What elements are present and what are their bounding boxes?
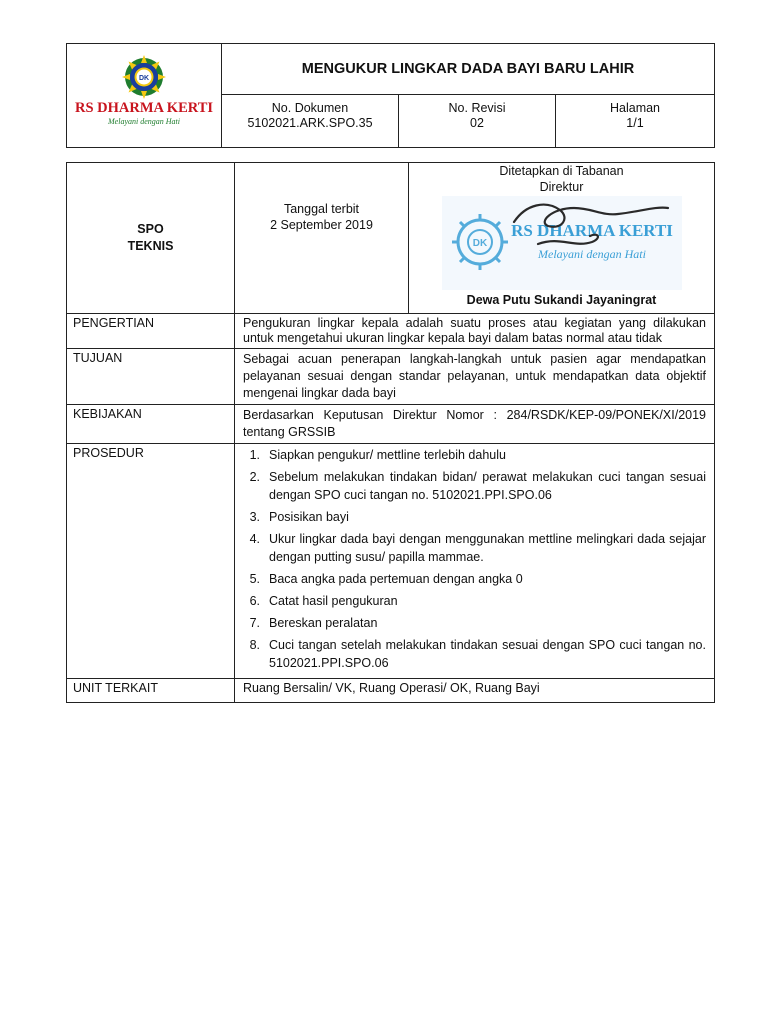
- prosedur-step: [243, 446, 706, 464]
- halaman-value: 1/1: [626, 116, 644, 130]
- prosedur-step-number: 5.: [249, 572, 260, 586]
- prosedur-step: [243, 530, 706, 566]
- spo-label: SPO: [137, 222, 164, 236]
- prosedur-step-number: 8.: [249, 638, 260, 652]
- prosedur-steps-list: [243, 446, 706, 672]
- logo-hospital-name: RS DHARMA KERTI: [74, 100, 214, 116]
- kebijakan-label: KEBIJAKAN: [67, 405, 235, 444]
- prosedur-step-number: 2.: [249, 470, 260, 484]
- no-dokumen-value: 5102021.ARK.SPO.35: [247, 116, 373, 130]
- penetapan-cell: [409, 163, 715, 314]
- prosedur-step-number: 3.: [249, 510, 260, 524]
- prosedur-step: [243, 614, 706, 632]
- halaman-cell: [556, 95, 715, 148]
- logo-emblem-letters: DK: [138, 75, 150, 82]
- pengertian-text: Pengukuran lingkar kepala adalah suatu proses atau kegiatan yang dilakukan untuk mengetahui ukuran lingkar kepala bayi dalam batas normal atau tidak: [235, 314, 715, 349]
- prosedur-step-text: Siapkan pengukur/ mettline terlebih dahulu: [269, 448, 506, 462]
- prosedur-step-number: 7.: [249, 616, 260, 630]
- prosedur-step-text: Posisikan bayi: [269, 510, 349, 524]
- tanggal-terbit-label: Tanggal terbit: [283, 202, 360, 216]
- teknis-label: TEKNIS: [127, 239, 174, 253]
- spo-content-table: [66, 162, 715, 703]
- prosedur-label: PROSEDUR: [67, 444, 235, 679]
- hospital-logo-cell: [67, 44, 222, 148]
- prosedur-step: [243, 508, 706, 526]
- stamp-name: RS DHARMA KERTI: [510, 221, 673, 240]
- unit-terkait-label: UNIT TERKAIT: [67, 679, 235, 703]
- prosedur-step-text: Bereskan peralatan: [269, 616, 378, 630]
- pengertian-label: PENGERTIAN: [67, 314, 235, 349]
- spo-type-cell: [67, 163, 235, 314]
- prosedur-step-number: 4.: [249, 532, 260, 546]
- kebijakan-text: Berdasarkan Keputusan Direktur Nomor : 284/RSDK/KEP-09/PONEK/XI/2019 tentang GRSSIB: [235, 405, 715, 444]
- tanggal-terbit-cell: [235, 163, 409, 314]
- prosedur-step-text: Catat hasil pengukuran: [269, 594, 398, 608]
- ditetapkan-text: Ditetapkan di Tabanan: [499, 164, 624, 178]
- prosedur-step-text: Ukur lingkar dada bayi dengan menggunakan mettline melingkari dada sejajar dengan putting susu/ papilla mammae.: [269, 532, 706, 564]
- no-dokumen-cell: [222, 95, 399, 148]
- prosedur-step-number: 1.: [249, 448, 260, 462]
- document-header-table: [66, 43, 715, 148]
- prosedur-step: [243, 570, 706, 588]
- svg-text:DK: DK: [472, 238, 487, 249]
- prosedur-step-text: Baca angka pada pertemuan dengan angka 0: [269, 572, 523, 586]
- prosedur-step: [243, 636, 706, 672]
- tujuan-label: TUJUAN: [67, 349, 235, 405]
- prosedur-step-number: 6.: [249, 594, 260, 608]
- logo-tagline: Melayani dengan Hati: [108, 117, 180, 126]
- stamp-tagline: Melayani dengan Hati: [537, 247, 646, 261]
- halaman-label: Halaman: [609, 101, 661, 115]
- document-title: MENGUKUR LINGKAR DADA BAYI BARU LAHIR: [222, 44, 715, 95]
- no-dokumen-label: No. Dokumen: [271, 101, 349, 115]
- prosedur-cell: [235, 444, 715, 679]
- prosedur-step: [243, 592, 706, 610]
- director-name: Dewa Putu Sukandi Jayaningrat: [466, 293, 657, 307]
- no-revisi-value: 02: [470, 116, 484, 130]
- hospital-logo: [69, 53, 219, 133]
- jabatan-text: Direktur: [539, 180, 584, 194]
- unit-terkait-text: Ruang Bersalin/ VK, Ruang Operasi/ OK, Ruang Bayi: [235, 679, 715, 703]
- hospital-stamp: [442, 196, 682, 290]
- prosedur-step-text: Sebelum melakukan tindakan bidan/ perawat melakukan cuci tangan sesuai dengan SPO cuci tangan no. 5102021.PPI.SPO.06: [269, 470, 706, 502]
- logo-emblem-icon: [122, 55, 166, 99]
- prosedur-step: [243, 468, 706, 504]
- tanggal-terbit-value: 2 September 2019: [270, 218, 373, 232]
- no-revisi-label: No. Revisi: [448, 101, 506, 115]
- stamp-signature: [442, 196, 682, 290]
- tujuan-text: Sebagai acuan penerapan langkah-langkah untuk pasien agar mendapatkan pelayanan sesuai dengan standar pelayanan, untuk mendapatkan data objektif mengenai lingkar dada bayi: [235, 349, 715, 405]
- prosedur-step-text: Cuci tangan setelah melakukan tindakan sesuai dengan SPO cuci tangan no. 5102021.PPI.SPO.06: [269, 638, 706, 670]
- no-revisi-cell: [399, 95, 556, 148]
